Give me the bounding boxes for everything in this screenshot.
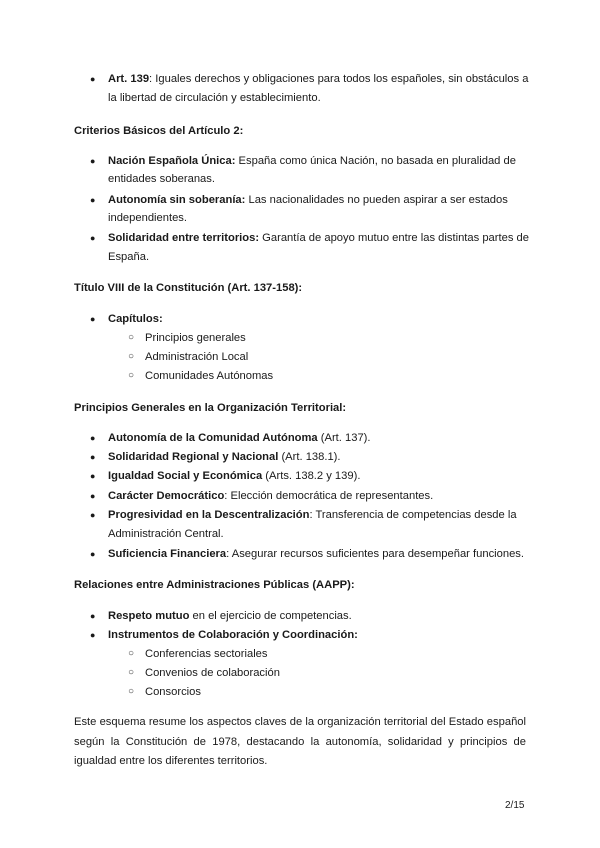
circle-bullet-icon: ○ (128, 332, 135, 343)
bullet-icon: ● (90, 195, 96, 205)
circle-bullet-icon: ○ (128, 648, 135, 659)
circle-bullet-icon: ○ (128, 351, 135, 362)
bullet-icon: ● (90, 491, 96, 501)
capitulo-item-1: Principios generales (145, 332, 246, 344)
circle-bullet-icon: ○ (128, 667, 135, 678)
heading-principios: Principios Generales en la Organización Territorial: (74, 402, 347, 414)
heading-relaciones: Relaciones entre Administraciones Públicas (AAPP): (74, 579, 355, 591)
art139-line1: Art. 139: Iguales derechos y obligaciones para todos los españoles, sin obstáculos a (108, 73, 529, 85)
relacion-item-1: Respeto mutuo en el ejercicio de competencias. (108, 610, 352, 622)
bullet-icon: ● (90, 74, 96, 84)
criterio-item-3: Solidaridad entre territorios: Garantía de apoyo mutuo entre las distintas partes de (108, 232, 529, 244)
principio-item-4: Carácter Democrático: Elección democrática de representantes. (108, 490, 434, 502)
principio-item-2: Solidaridad Regional y Nacional (Art. 138.1). (108, 451, 341, 463)
principio-item-5-cont: Administración Central. (108, 528, 224, 540)
conclusion-paragraph: Este esquema resume los aspectos claves de la organización territorial del Estado español según la Constitución de 1978, destacando la autonomía, solidaridad y principios de igualdad entre los diferentes territorios. (74, 716, 526, 767)
bullet-icon: ● (90, 314, 96, 324)
criterio-item-1-cont: entidades soberanas. (108, 173, 215, 185)
capitulos-label: Capítulos: (108, 313, 163, 325)
criterio-item-2: Autonomía sin soberanía: Las nacionalidades no pueden aspirar a ser estados (108, 194, 508, 206)
instrumento-item-1: Conferencias sectoriales (145, 648, 268, 660)
art139-label: Art. 139 (108, 73, 150, 85)
principio-item-1: Autonomía de la Comunidad Autónoma (Art. 137). (108, 432, 371, 444)
instrumento-item-2: Convenios de colaboración (145, 667, 280, 679)
instrumento-item-3: Consorcios (145, 686, 201, 698)
bullet-icon: ● (90, 433, 96, 443)
bullet-icon: ● (90, 471, 96, 481)
capitulo-item-3: Comunidades Autónomas (145, 370, 274, 382)
relacion-item-2: Instrumentos de Colaboración y Coordinación: (108, 629, 358, 641)
criterio-item-1: Nación Española Única: España como única Nación, no basada en pluralidad de (108, 155, 516, 167)
criterio-item-2-cont: independientes. (108, 212, 188, 224)
page-number: 2/15 (505, 800, 525, 811)
circle-bullet-icon: ○ (128, 686, 135, 697)
bullet-icon: ● (90, 510, 96, 520)
principio-item-6: Suficiencia Financiera: Asegurar recursos suficientes para desempeñar funciones. (108, 548, 525, 560)
bullet-icon: ● (90, 549, 96, 559)
circle-bullet-icon: ○ (128, 370, 135, 381)
principio-item-3: Igualdad Social y Económica (Arts. 138.2 y 139). (108, 470, 361, 482)
bullet-icon: ● (90, 611, 96, 621)
art139-line2: la libertad de circulación y establecimiento. (108, 92, 321, 104)
heading-criterios: Criterios Básicos del Artículo 2: (74, 125, 244, 137)
capitulo-item-2: Administración Local (145, 351, 249, 363)
bullet-icon: ● (90, 452, 96, 462)
criterio-item-3-cont: España. (108, 251, 150, 263)
heading-titulo-viii: Título VIII de la Constitución (Art. 137-158): (74, 282, 303, 294)
bullet-icon: ● (90, 156, 96, 166)
bullet-icon: ● (90, 630, 96, 640)
principio-item-5: Progresividad en la Descentralización: Transferencia de competencias desde la (108, 509, 517, 521)
bullet-icon: ● (90, 233, 96, 243)
